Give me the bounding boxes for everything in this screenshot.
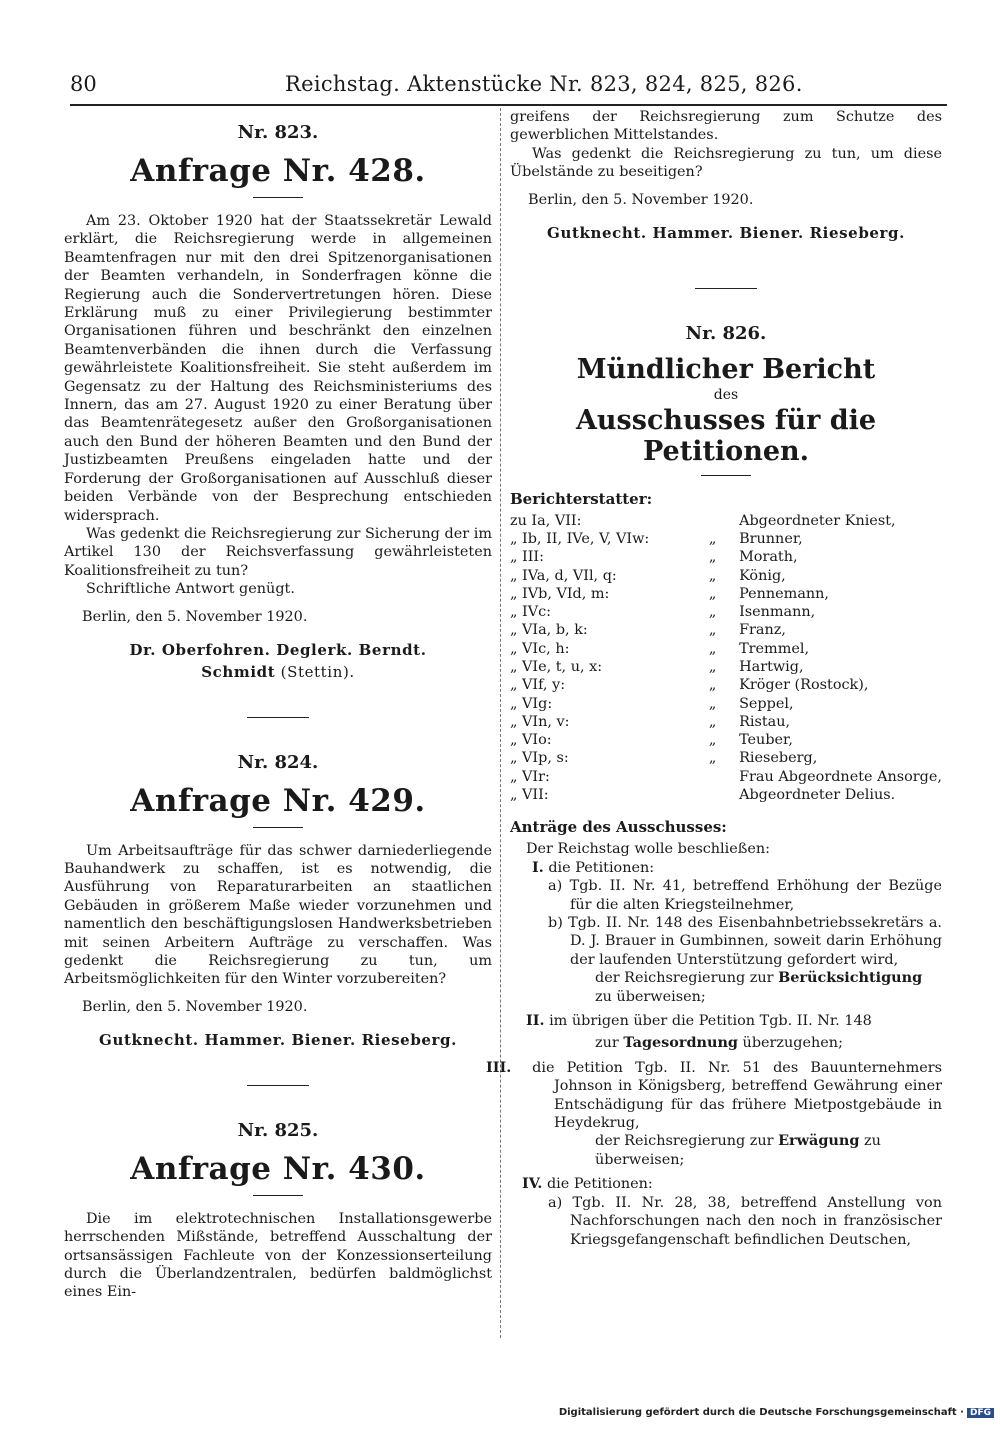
reporter-row	[510, 695, 942, 713]
reporter-ditto	[686, 768, 739, 786]
motion-II-number: II.	[526, 1012, 545, 1030]
column-divider	[500, 108, 501, 1338]
motion-I-res-post: zu überweisen;	[595, 988, 706, 1005]
motion-I-text: die Petitionen:	[548, 859, 655, 876]
dfg-logo: DFG	[967, 1408, 994, 1418]
reporter-ditto: „	[708, 695, 717, 712]
doc823-date: Berlin, den 5. November 1920.	[82, 608, 308, 625]
doc823-signature-schmidt: Schmidt	[201, 662, 276, 681]
motion-II-res-bold: Tagesordnung	[623, 1034, 738, 1052]
doc824-paragraph: Um Arbeitsaufträge für das schwer darniederliegende Bauhandwerk zu schaffen, ist es notwendig, die Ausführung von Reparaturarbeiten an staatlichen Gebäuden in größerem Maße wieder vorzunehmen und namentlich den beschäftigungslosen Handwerksbetrieben mit seinen Arbeitern Aufträge zu verschaffen. Was gedenkt die Reichsregierung zu tun, um Arbeitsmöglichkeiten für den Winter vorzubereiten?	[64, 842, 492, 988]
doc825-title: Anfrage Nr. 430.	[130, 1150, 426, 1187]
reporters-table	[510, 512, 942, 805]
reporter-name: Brunner,	[739, 530, 803, 547]
motion-I-b: b) Tgb. II. Nr. 148 des Eisenbahnbetriebssekretärs a. D. J. Brauer in Gumbinnen, soweit darin Erhöhung der laufenden Unterstützung gefordert wird,	[548, 915, 942, 968]
reporter-subject: „ VIf, y:	[510, 677, 566, 694]
reporter-ditto: „	[708, 659, 717, 675]
reporter-row	[510, 749, 942, 767]
motion-II-text: im übrigen über die Petition Tgb. II. Nr. 148	[549, 1013, 872, 1030]
reporter-subject: „ IVc:	[510, 604, 552, 621]
reporter-row	[510, 676, 942, 694]
reporter-row	[510, 658, 942, 676]
doc825-title-rule	[253, 1195, 303, 1196]
reporter-ditto	[686, 786, 739, 804]
reporter-subject: „ VIn, v:	[510, 713, 570, 730]
motion-IV-number: IV.	[522, 1175, 543, 1193]
separator-rule	[247, 1085, 309, 1086]
motion-IV	[510, 1175, 942, 1193]
reporter-subject: „ III:	[510, 549, 544, 566]
doc824-title-rule	[253, 827, 303, 828]
doc826-title-1: Mündlicher Bericht	[576, 353, 876, 385]
reporter-subject: zu Ia, VII:	[510, 512, 582, 529]
reporter-ditto: „	[708, 549, 717, 566]
reporter-ditto: „	[708, 640, 717, 657]
reporter-row	[510, 548, 942, 566]
reporter-subject: „ VII:	[510, 787, 549, 804]
reporter-name: Ristau,	[739, 713, 791, 730]
reporter-name: Tremmel,	[739, 640, 810, 657]
reporter-name: Teuber,	[739, 732, 793, 749]
reporter-name: Kröger (Rostock),	[739, 677, 869, 694]
reporter-subject: „ VIe, t, u, x:	[510, 659, 603, 675]
motion-II-resolution	[510, 1034, 942, 1052]
motion-I-resolution	[510, 969, 942, 1006]
reporter-row	[510, 713, 942, 731]
reporter-row	[510, 768, 942, 786]
reporter-name: Abgeordneter Kniest,	[739, 512, 896, 529]
reporter-subject: „ IVb, VId, m:	[510, 585, 610, 602]
doc826-title-rule	[701, 475, 751, 476]
reporter-ditto: „	[708, 585, 717, 602]
reporter-row	[510, 512, 942, 530]
motion-III-res-bold: Erwägung	[778, 1132, 860, 1150]
reporter-name: Seppel,	[739, 695, 794, 712]
motion-I-number: I.	[532, 858, 544, 876]
reporter-ditto: „	[708, 750, 717, 767]
doc823-signature-place: (Stettin).	[275, 662, 355, 681]
motion-III-res-pre: der Reichsregierung zur	[595, 1133, 779, 1150]
running-title: Reichstag. Aktenstücke Nr. 823, 824, 825, 826.	[285, 72, 803, 96]
motion-IV-a: a) Tgb. II. Nr. 28, 38, betreffend Anstellung von Nachforschungen nach den noch in französischer Kriegsgefangenschaft befindlichen Deutschen,	[548, 1194, 942, 1248]
reporter-name: Franz,	[739, 622, 786, 639]
reporter-ditto	[686, 512, 739, 530]
reporter-subject: „ VIa, b, k:	[510, 622, 588, 639]
reporter-row	[510, 786, 942, 804]
reporter-name: Frau Abgeordnete Ansorge,	[739, 768, 942, 785]
left-column	[64, 108, 492, 1302]
reporter-row	[510, 731, 942, 749]
reporter-row	[510, 603, 942, 621]
reporter-ditto: „	[708, 622, 717, 639]
motion-II-res-pre: zur	[595, 1035, 624, 1052]
reporter-ditto: „	[708, 567, 717, 584]
doc826-title-2: Ausschusses für die Petitionen.	[575, 404, 877, 467]
reporter-row	[510, 640, 942, 658]
reporter-ditto: „	[708, 713, 717, 730]
reporter-subject: „ VIg:	[510, 695, 553, 712]
doc823-paragraph-2: Was gedenkt die Reichsregierung zur Sicherung der im Artikel 130 der Reichsverfassung gewährleisteten Koalitionsfreiheit zu tun?	[64, 525, 492, 579]
doc826-des: des	[713, 386, 739, 403]
doc825-paragraph-start: Die im elektrotechnischen Installationsgewerbe herrschenden Mißstände, betreffend Ausschaltung der ortsansässigen Fachleute von der Konzessionserteilung durch die Überlandzentralen, bedürfen baldmöglichst eines Ein-	[64, 1210, 492, 1301]
reporter-ditto: „	[708, 732, 717, 749]
doc823-signatures-line1: Dr. Oberfohren. Deglerk. Berndt.	[129, 640, 427, 659]
reporter-ditto: „	[708, 604, 717, 621]
reporter-row	[510, 567, 942, 585]
motion-I-res-pre: der Reichsregierung zur	[595, 970, 779, 987]
motions-label: Anträge des Ausschusses:	[510, 818, 727, 837]
separator-rule	[247, 717, 309, 718]
right-column	[486, 108, 942, 1249]
doc824-number: Nr. 824.	[237, 751, 319, 773]
doc825-paragraph-continued: greifens der Reichsregierung zum Schutze des gewerblichen Mittelstandes.	[510, 109, 942, 144]
reporter-row	[510, 530, 942, 548]
footer-text: Digitalisierung gefördert durch die Deutsche Forschungsgemeinschaft ·	[558, 1407, 964, 1418]
reporter-row	[510, 585, 942, 603]
doc823-number: Nr. 823.	[237, 122, 319, 143]
reporter-subject: „ VIo:	[510, 732, 552, 749]
digitization-footer	[559, 1407, 994, 1418]
reporter-subject: „ IVa, d, VIl, q:	[510, 567, 617, 584]
motion-IV-text: die Petitionen:	[546, 1176, 653, 1193]
doc823-paragraph-3: Schriftliche Antwort genügt.	[86, 581, 295, 598]
motion-II-res-post: überzugehen;	[737, 1035, 843, 1052]
reporter-ditto: „	[708, 530, 717, 547]
reporter-name: Pennemann,	[739, 585, 830, 602]
doc824-date: Berlin, den 5. November 1920.	[82, 998, 308, 1015]
reporter-name: Rieseberg,	[739, 750, 818, 767]
reporter-name: König,	[739, 567, 786, 584]
motion-II	[510, 1012, 942, 1030]
separator-rule	[695, 288, 757, 289]
motion-III: III. die Petition Tgb. II. Nr. 51 des Bauunternehmers Johnson in Königsberg, betreffend Gewährung einer Entschädigung für das frühere Mietpostgebäude in Heydekrug,	[486, 1058, 942, 1132]
motion-I	[510, 859, 942, 877]
doc825-date: Berlin, den 5. November 1920.	[528, 191, 754, 208]
reporter-ditto: „	[708, 677, 717, 694]
doc823-signatures	[64, 639, 492, 683]
page-header	[70, 72, 950, 102]
doc823-signatures-line2	[64, 661, 492, 683]
page-number: 80	[70, 72, 97, 96]
reporter-subject: „ VIc, h:	[510, 640, 570, 657]
reporter-subject: „ VIr:	[510, 768, 550, 785]
reporter-name: Abgeordneter Delius.	[739, 787, 896, 804]
reporter-subject: „ Ib, II, IVe, V, VIw:	[510, 530, 650, 547]
reporter-name: Hartwig,	[739, 659, 804, 675]
motion-III-resolution	[510, 1132, 942, 1169]
reporter-subject: „ VIp, s:	[510, 750, 569, 767]
motion-III-text: die Petition Tgb. II. Nr. 51 des Bauunternehmers Johnson in Königsberg, betreffend Gewährung einer Entschädigung für das frühere Mietpostgebäude in Heydekrug,	[532, 1059, 942, 1132]
doc825-number: Nr. 825.	[237, 1119, 319, 1141]
doc824-title: Anfrage Nr. 429.	[130, 782, 426, 819]
doc826-number: Nr. 826.	[685, 322, 767, 344]
motions-intro: Der Reichstag wolle beschließen:	[526, 841, 771, 858]
doc824-signatures: Gutknecht. Hammer. Biener. Rieseberg.	[99, 1030, 457, 1049]
reporter-name: Morath,	[739, 549, 798, 566]
doc823-title: Anfrage Nr. 428.	[130, 153, 426, 189]
doc825-signatures: Gutknecht. Hammer. Biener. Rieseberg.	[547, 223, 905, 242]
motion-III-res-post: zu überweisen;	[595, 1133, 881, 1168]
reporter-row	[510, 621, 942, 639]
reporters-label: Berichterstatter:	[510, 489, 653, 508]
motion-I-a: a) Tgb. II. Nr. 41, betreffend Erhöhung der Bezüge für die alten Kriegsteilnehmer,	[548, 878, 942, 913]
reporter-name: Isenmann,	[739, 604, 816, 621]
doc825-paragraph-2: Was gedenkt die Reichsregierung zu tun, um diese Übelstände zu beseitigen?	[510, 145, 942, 181]
motion-I-res-bold: Berücksichtigung	[778, 969, 923, 987]
header-rule	[70, 104, 947, 106]
doc823-title-rule	[253, 197, 303, 198]
doc823-paragraph-1: Am 23. Oktober 1920 hat der Staatssekretär Lewald erklärt, die Reichsregierung werde in allgemeinen Beamtenfragen nur mit den drei Spitzenorganisationen der Beamten verhandeln, in Sonderfragen könne die Regierung auch die Sondervertretungen hören. Diese Erklärung muß zu einer Privilegierung bestimmter Organisationen führen und beschränkt den einzelnen Beamtenverbänden die ihnen durch die Verfassung gewährleistete Koalitionsfreiheit. Sie steht außerdem im Gegensatz zu der Haltung des Reichsministeriums des Innern, das am 27. August 1920 zu einer Beratung über das Beamtenrätegesetz außer den Großorganisationen auch den Bund der höheren Beamten und den Bund der Justizbeamten Preußens eingeladen hatte und der Forderung der Großorganisationen auf Ausschluß dieser beiden Verbände von der Besprechung entschieden widersprach.	[64, 213, 492, 524]
